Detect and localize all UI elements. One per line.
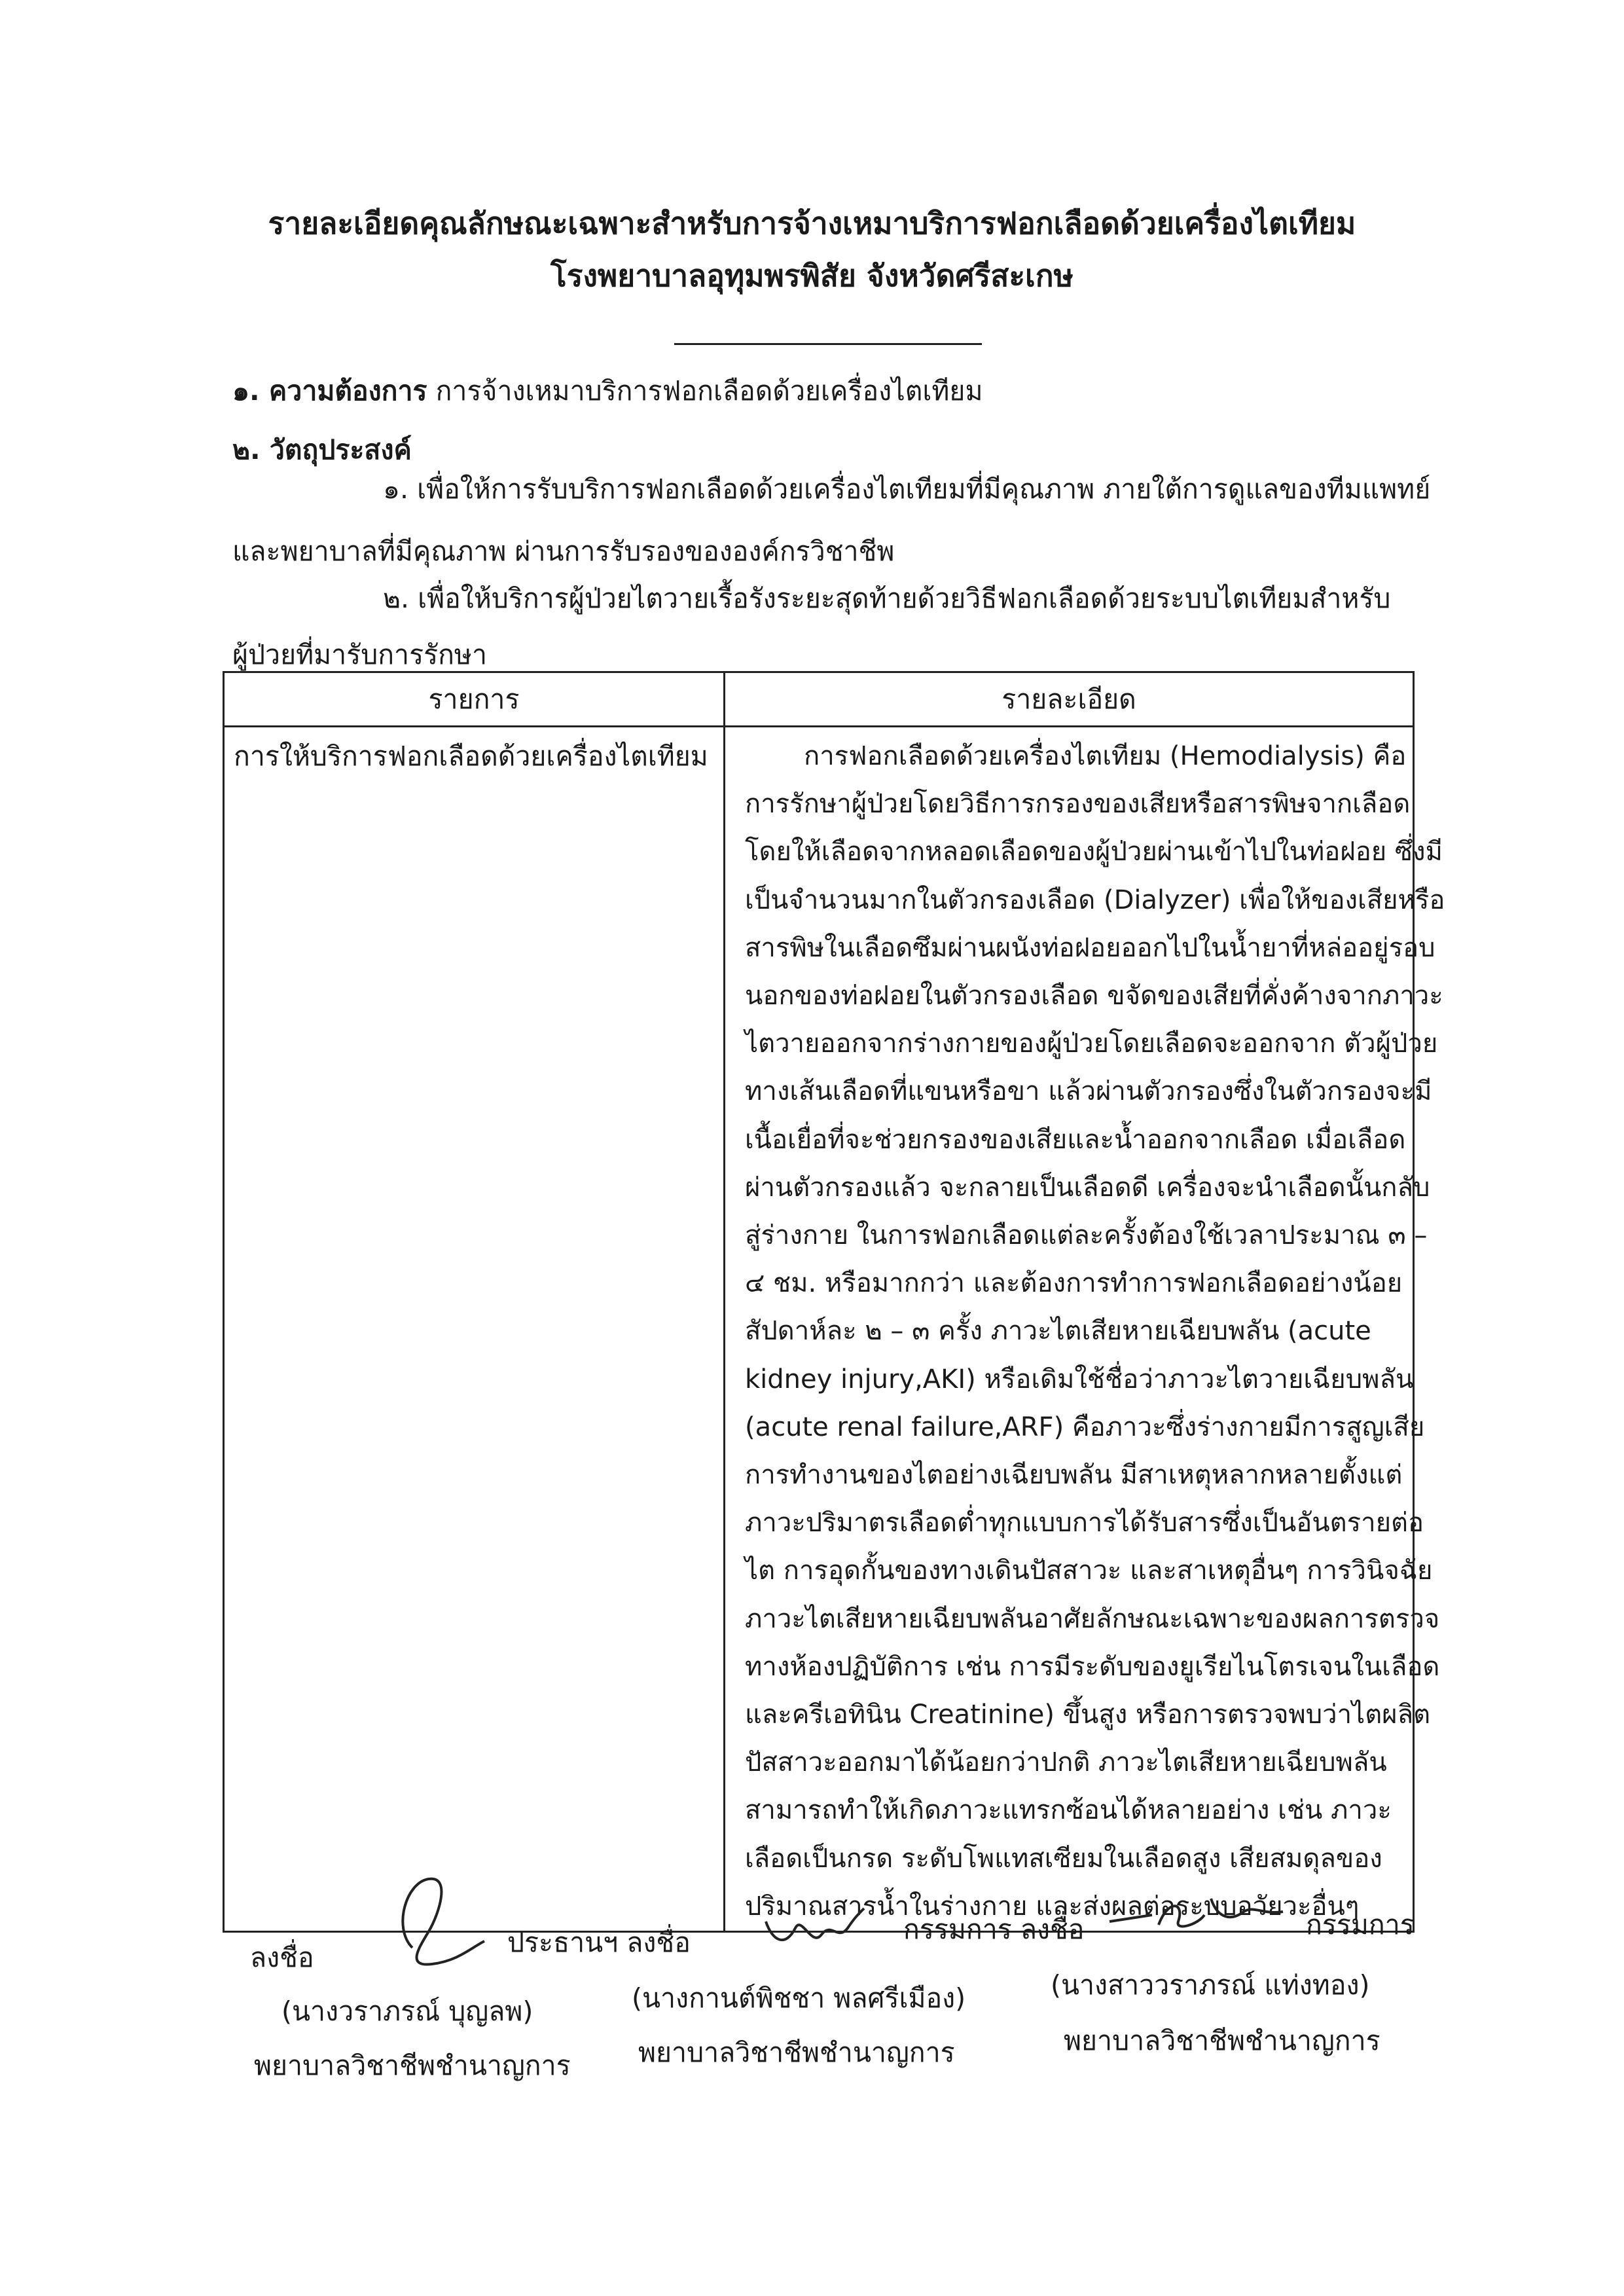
- detail-line: นอกของท่อฝอยในตัวกรองเลือด ขจัดของเสียที่คั่งค้างจากภาวะ: [745, 981, 1443, 1011]
- member-2-role: กรรมการ: [1306, 1909, 1415, 1941]
- detail-line: สัปดาห์ละ ๒ – ๓ ครั้ง ภาวะไตเสียหายเฉียบพลัน (acute: [745, 1316, 1371, 1347]
- signature-1: [367, 1869, 497, 1974]
- section-1-heading: ๑. ความต้องการ: [232, 375, 427, 407]
- sign-label-1: ลงชื่อ: [250, 1942, 314, 1973]
- detail-line: และครีเอทินิน Creatinine) ขึ้นสูง หรือการตรวจพบว่าไตผลิต: [745, 1700, 1431, 1730]
- objective-1-line2: และพยาบาลที่มีคุณภาพ ผ่านการรับรองขององค์กรวิชาชีพ: [232, 536, 895, 567]
- detail-line: ภาวะไตเสียหายเฉียบพลันอาศัยลักษณะเฉพาะของผลการตรวจ: [745, 1603, 1440, 1634]
- role-label: ประธานฯ: [507, 1927, 619, 1958]
- detail-line: ทางห้องปฏิบัติการ เช่น การมีระดับของยูเรียไนโตรเจนในเลือด: [745, 1651, 1440, 1682]
- detail-line: การรักษาผู้ป่วยโดยวิธีการกรองของเสียหรือสารพิษจากเลือด: [745, 789, 1411, 820]
- detail-line: การทำงานของไตอย่างเฉียบพลัน มีสาเหตุหลากหลายตั้งแต่: [745, 1460, 1403, 1491]
- detail-line: ผ่านตัวกรองแล้ว จะกลายเป็นเลือดดี เครื่องจะนำเลือดนั้นกลับ: [745, 1172, 1430, 1203]
- objective-2-line1: ๒. เพื่อให้บริการผู้ป่วยไตวายเรื้อรังระยะสุดท้ายด้วยวิธีฟอกเลือดด้วยระบบไตเทียมสำหรับ: [383, 583, 1391, 614]
- spec-table: [223, 671, 1445, 1933]
- objective-2-line2: ผู้ป่วยที่มารับการรักษา: [232, 639, 487, 670]
- item-cell: การให้บริการฟอกเลือดด้วยเครื่องไตเทียม: [224, 727, 725, 1932]
- role-label: กรรมการ: [903, 1914, 1012, 1945]
- section-1: [232, 370, 983, 412]
- signer-2-name: (นางกานต์พิชชา พลศรีเมือง): [632, 1982, 966, 2014]
- chair-role: [507, 1922, 691, 1964]
- signer-1-position: พยาบาลวิชาชีพชำนาญการ: [254, 2050, 571, 2081]
- detail-line: สารพิษในเลือดซึมผ่านผนังท่อฝอยออกไปในน้ำยาที่หล่ออยู่รอบ: [745, 932, 1435, 963]
- detail-line: (acute renal failure,ARF) คือภาวะซึ่งร่างกายมีการสูญเสีย: [745, 1412, 1425, 1442]
- detail-line: ทางเส้นเลือดที่แขนหรือขา แล้วผ่านตัวกรองซึ่งในตัวกรองจะมี: [745, 1076, 1432, 1107]
- detail-line: เป็นจำนวนมากในตัวกรองเลือด (Dialyzer) เพื่อให้ของเสียหรือ: [745, 884, 1445, 915]
- detail-line: เนื้อเยื่อที่จะช่วยกรองของเสียและน้ำออกจากเลือด เมื่อเลือด: [745, 1124, 1406, 1155]
- section-2-heading: ๒. วัตถุประสงค์: [232, 434, 412, 465]
- signer-3-name: (นางสาววราภรณ์ แท่งทอง): [1051, 1969, 1370, 2001]
- objective-1-line1: ๑. เพื่อให้การรับบริการฟอกเลือดด้วยเครื่องไตเทียมที่มีคุณภาพ ภายใต้การดูแลของทีมแพทย์: [383, 473, 1431, 505]
- detail-line: ไตวายออกจากร่างกายของผู้ป่วยโดยเลือดจะออกจาก ตัวผู้ป่วย: [745, 1029, 1438, 1059]
- sign-label-3: ลงชื่อ: [1020, 1914, 1085, 1945]
- detail-line: kidney injury,AKI) หรือเดิมใช้ชื่อว่าภาวะไตวายเฉียบพลัน: [745, 1364, 1414, 1394]
- detail-line: ปริมาณสารน้ำในร่างกาย และส่งผลต่อระบบอวัยวะอื่นๆ: [745, 1891, 1360, 1922]
- document-title-line1: รายละเอียดคุณลักษณะเฉพาะสำหรับการจ้างเหมาบริการฟอกเลือดด้วยเครื่องไตเทียม: [268, 206, 1356, 241]
- detail-cell: [725, 727, 1445, 1932]
- signer-3-position: พยาบาลวิชาชีพชำนาญการ: [1064, 2025, 1380, 2056]
- detail-line: ๔ ชม. หรือมากกว่า และต้องการทำการฟอกเลือดอย่างน้อย: [745, 1268, 1403, 1299]
- table-header-row: [224, 672, 1414, 727]
- sign-label-2: ลงชื่อ: [626, 1927, 691, 1958]
- detail-line: สู่ร่างกาย ในการฟอกเลือดแต่ละครั้งต้องใช้เวลาประมาณ ๓ –: [745, 1220, 1428, 1251]
- header-detail: รายละเอียด: [725, 672, 1414, 727]
- detail-line: ไต การอุดกั้นของทางเดินปัสสาวะ และสาเหตุอื่นๆ การวินิจฉัย: [745, 1556, 1433, 1586]
- title-divider: [674, 343, 982, 345]
- signer-1-name: (นางวราภรณ์ บุญลพ): [281, 1995, 533, 2027]
- detail-line: ภาวะปริมาตรเลือดต่ำทุกแบบการได้รับสารซึ่งเป็นอันตรายต่อ: [745, 1508, 1424, 1539]
- member-1-role: [903, 1908, 1084, 1951]
- detail-line: สามารถทำให้เกิดภาวะแทรกซ้อนได้หลายอย่าง เช่น ภาวะ: [745, 1795, 1392, 1826]
- detail-line: โดยให้เลือดจากหลอดเลือดของผู้ป่วยผ่านเข้าไปในท่อฝอย ซึ่งมี: [745, 837, 1443, 867]
- table-row: [224, 727, 1414, 1932]
- signer-2-position: พยาบาลวิชาชีพชำนาญการ: [638, 2037, 955, 2068]
- signature-3: [1106, 1886, 1296, 1944]
- detail-line: การฟอกเลือดด้วยเครื่องไตเทียม (Hemodialysis) คือ: [804, 741, 1407, 771]
- header-item: รายการ: [224, 672, 725, 727]
- detail-line: เลือดเป็นกรด ระดับโพแทสเซียมในเลือดสูง เสียสมดุลของ: [745, 1843, 1382, 1874]
- signature-2: [759, 1902, 871, 1961]
- detail-line: ปัสสาวะออกมาได้น้อยกว่าปกติ ภาวะไตเสียหายเฉียบพลัน: [745, 1747, 1387, 1778]
- document-title-line2: โรงพยาบาลอุทุมพรพิสัย จังหวัดศรีสะเกษ: [550, 258, 1074, 293]
- section-1-text: การจ้างเหมาบริการฟอกเลือดด้วยเครื่องไตเทียม: [435, 375, 983, 407]
